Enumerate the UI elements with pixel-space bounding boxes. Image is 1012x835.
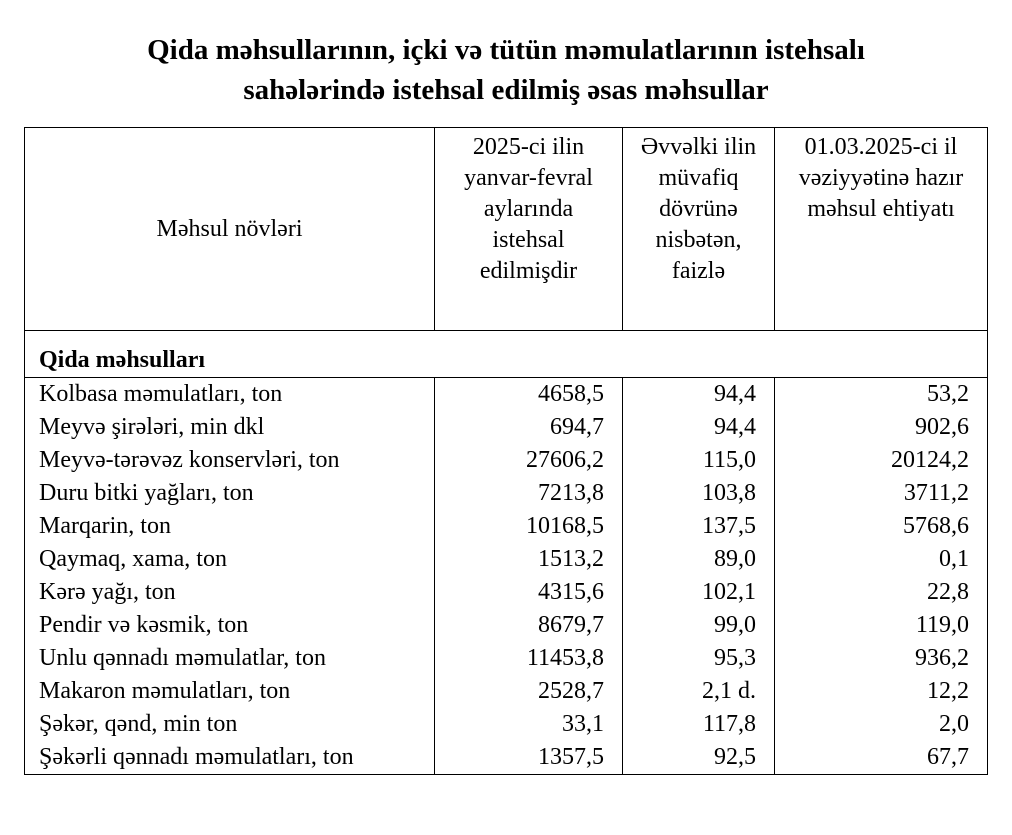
produced-cell: 10168,5 <box>435 510 623 543</box>
product-name-cell: Qaymaq, xama, ton <box>25 543 435 576</box>
percent-cell: 94,4 <box>623 411 775 444</box>
percent-cell: 137,5 <box>623 510 775 543</box>
percent-cell: 92,5 <box>623 741 775 775</box>
section-row <box>25 331 988 378</box>
stock-cell: 936,2 <box>775 642 988 675</box>
table-row <box>25 675 988 708</box>
percent-cell: 103,8 <box>623 477 775 510</box>
table-row <box>25 411 988 444</box>
table-row <box>25 642 988 675</box>
stock-cell: 20124,2 <box>775 444 988 477</box>
produced-cell: 2528,7 <box>435 675 623 708</box>
product-name-cell: Şəkərli qənnadı məmulatları, ton <box>25 741 435 775</box>
table-row <box>25 444 988 477</box>
produced-cell: 694,7 <box>435 411 623 444</box>
produced-cell: 4315,6 <box>435 576 623 609</box>
product-name-cell: Makaron məmulatları, ton <box>25 675 435 708</box>
stock-cell: 53,2 <box>775 378 988 412</box>
table-row <box>25 477 988 510</box>
table-row <box>25 741 988 775</box>
produced-cell: 27606,2 <box>435 444 623 477</box>
document-title <box>0 30 1012 110</box>
stock-cell: 67,7 <box>775 741 988 775</box>
header-produced: 2025-ci ilin yanvar-fevral aylarında istehsal edilmişdir <box>435 128 623 331</box>
stock-cell: 3711,2 <box>775 477 988 510</box>
percent-cell: 102,1 <box>623 576 775 609</box>
percent-cell: 89,0 <box>623 543 775 576</box>
produced-cell: 1513,2 <box>435 543 623 576</box>
stock-cell: 0,1 <box>775 543 988 576</box>
percent-cell: 2,1 d. <box>623 675 775 708</box>
stock-cell: 5768,6 <box>775 510 988 543</box>
section-label: Qida məhsulları <box>25 331 988 378</box>
table-row <box>25 378 988 412</box>
produced-cell: 11453,8 <box>435 642 623 675</box>
product-name-cell: Duru bitki yağları, ton <box>25 477 435 510</box>
table-row <box>25 543 988 576</box>
stock-cell: 2,0 <box>775 708 988 741</box>
percent-cell: 99,0 <box>623 609 775 642</box>
table-row <box>25 576 988 609</box>
product-name-cell: Meyvə-tərəvəz konservləri, ton <box>25 444 435 477</box>
produced-cell: 8679,7 <box>435 609 623 642</box>
header-previous-period-percent: Əvvəlki ilin müvafiq dövrünə nisbətən, faizlə <box>623 128 775 331</box>
title-line-1: Qida məhsullarının, içki və tütün məmulatlarının istehsalı <box>147 34 865 66</box>
table-row <box>25 708 988 741</box>
product-name-cell: Kərə yağı, ton <box>25 576 435 609</box>
product-name-cell: Meyvə şirələri, min dkl <box>25 411 435 444</box>
products-table <box>24 127 988 775</box>
percent-cell: 95,3 <box>623 642 775 675</box>
percent-cell: 115,0 <box>623 444 775 477</box>
produced-cell: 1357,5 <box>435 741 623 775</box>
header-stock: 01.03.2025-ci il vəziyyətinə hazır məhsul ehtiyatı <box>775 128 988 331</box>
produced-cell: 4658,5 <box>435 378 623 412</box>
table-row <box>25 609 988 642</box>
stock-cell: 119,0 <box>775 609 988 642</box>
title-line-2: sahələrində istehsal edilmiş əsas məhsullar <box>243 74 769 106</box>
stock-cell: 12,2 <box>775 675 988 708</box>
produced-cell: 7213,8 <box>435 477 623 510</box>
product-name-cell: Şəkər, qənd, min ton <box>25 708 435 741</box>
percent-cell: 117,8 <box>623 708 775 741</box>
product-name-cell: Marqarin, ton <box>25 510 435 543</box>
stock-cell: 902,6 <box>775 411 988 444</box>
product-name-cell: Kolbasa məmulatları, ton <box>25 378 435 412</box>
percent-cell: 94,4 <box>623 378 775 412</box>
table-row <box>25 510 988 543</box>
product-name-cell: Pendir və kəsmik, ton <box>25 609 435 642</box>
header-product-types: Məhsul növləri <box>25 128 435 331</box>
table-header-row <box>25 128 988 331</box>
produced-cell: 33,1 <box>435 708 623 741</box>
product-name-cell: Unlu qənnadı məmulatlar, ton <box>25 642 435 675</box>
stock-cell: 22,8 <box>775 576 988 609</box>
